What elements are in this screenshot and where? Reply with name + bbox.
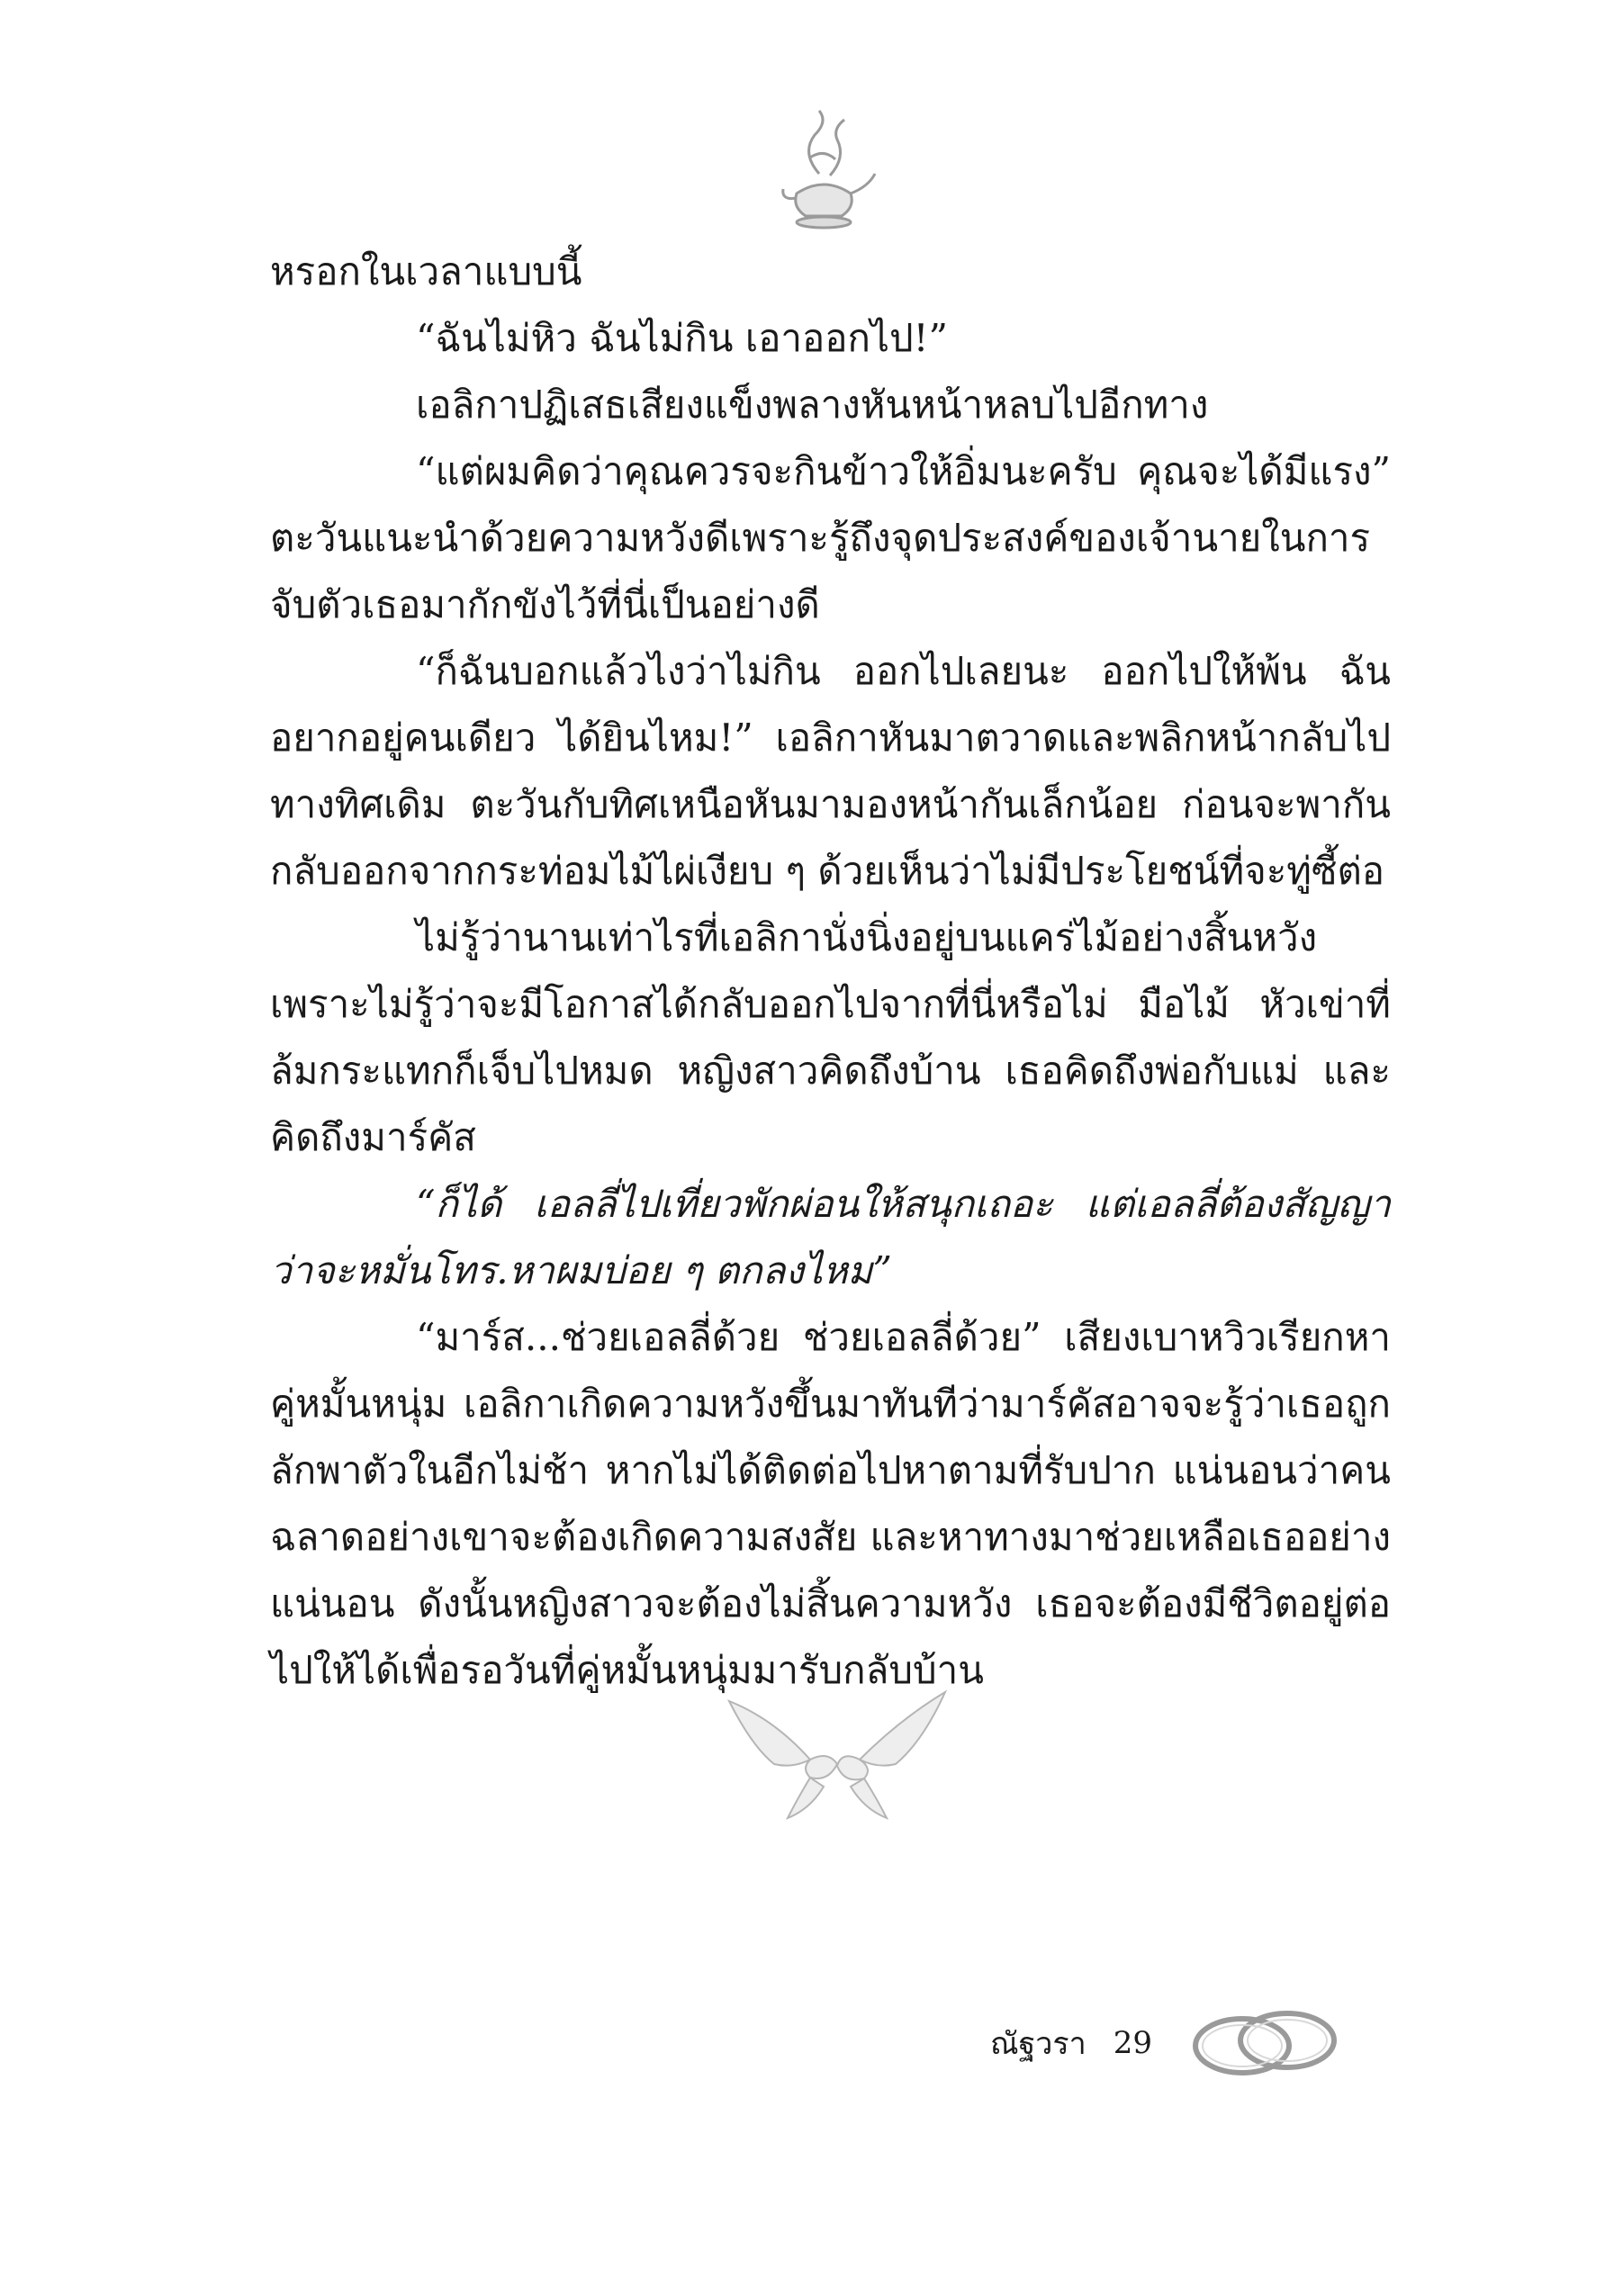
paragraph: “แต่ผมคิดว่าคุณควรจะกินข้าวให้อิ่มนะครับ คุณจะได้มีแรง” ตะวันแนะนำด้วยความหวังดีเพราะรู้ถึงจุดประสงค์ของเจ้านายในการจับตัวเธอมากักขังไว้ที่นี่เป็นอย่างดี <box>270 449 1391 626</box>
doves-ornament-icon <box>702 1683 972 1827</box>
page-footer <box>990 2007 1350 2079</box>
paragraph: ไม่รู้ว่านานเท่าไรที่เอลิกานั่งนิ่งอยู่บนแคร่ไม้อย่างสิ้นหวัง เพราะไม่รู้ว่าจะมีโอกาสได้กลับออกไปจากที่นี่หรือไม่ มือไม้ หัวเข่าที่ล้มกระแทกก็เจ็บไปหมด หญิงสาวคิดถึงบ้าน เธอคิดถึงพ่อกับแม่ และคิดถึงมาร์คัส <box>270 915 1391 1159</box>
page-number: 29 <box>1113 2025 1153 2061</box>
paragraph: หรอกในเวลาแบบนี้ <box>270 249 582 293</box>
paragraph: “ก็ฉันบอกแล้วไงว่าไม่กิน ออกไปเลยนะ ออกไปให้พ้น ฉันอยากอยู่คนเดียว ได้ยินไหม!” เอลิกาหันมาตวาดและพลิกหน้ากลับไปทางทิศเดิม ตะวันกับทิศเหนือหันมามองหน้ากันเล็กน้อย ก่อนจะพากันกลับออกจากกระท่อมไม้ไผ่เงียบ ๆ ด้วยเห็นว่าไม่มีประโยชน์ที่จะทู่ซี้ต่อ <box>270 649 1391 893</box>
wedding-rings-icon <box>1179 2003 1350 2084</box>
paragraph: “มาร์ส...ช่วยเอลลี่ด้วย ช่วยเอลลี่ด้วย” เสียงเบาหวิวเรียกหาคู่หมั้นหนุ่ม เอลิกาเกิดความหวังขึ้นมาทันทีว่ามาร์คัสอาจจะรู้ว่าเธอถูกลักพาตัวในอีกไม่ช้า หากไม่ได้ติดต่อไปหาตามที่รับปาก แน่นอนว่าคนฉลาดอย่างเขาจะต้องเกิดความสงสัย และหาทางมาช่วยเหลือเธออย่างแน่นอน ดังนั้นหญิงสาวจะต้องไม่สิ้นความหวัง เธอจะต้องมีชีวิตอยู่ต่อไปให้ได้เพื่อรอวันที่คู่หมั้นหนุ่มมารับกลับบ้าน <box>270 1315 1391 1692</box>
paragraph: “ก็ได้ เอลลี่ไปเที่ยวพักผ่อนให้สนุกเถอะ แต่เอลลี่ต้องสัญญาว่าจะหมั่นโทร.หาผมบ่อย ๆ ตกลงไหม” <box>270 1182 1391 1292</box>
author-name: ณัฐวรา <box>990 2026 1087 2062</box>
teapot-ornament-icon <box>756 104 891 239</box>
story-text <box>270 239 1391 1704</box>
paragraph: “ฉันไม่หิว ฉันไม่กิน เอาออกไป!” <box>416 316 949 360</box>
paragraph: เอลิกาปฏิเสธเสียงแข็งพลางหันหน้าหลบไปอีกทาง <box>416 383 1209 427</box>
